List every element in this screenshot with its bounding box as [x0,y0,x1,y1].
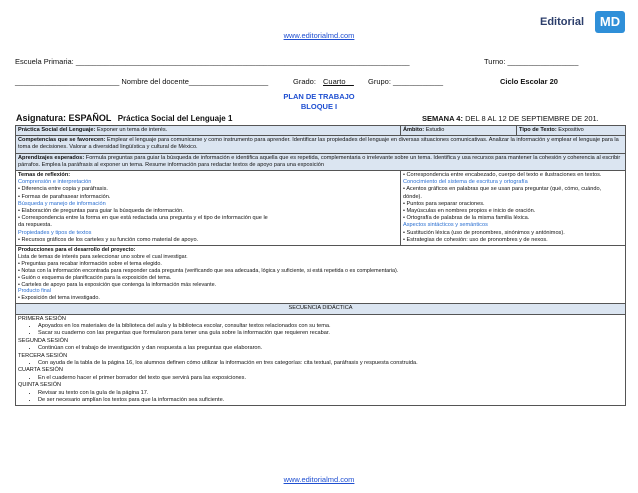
temas-item: • Puntos para separar oraciones. [403,200,485,207]
semana-value: DEL 8 AL 12 DE SEPTIEMBRE DE 201. [465,114,599,123]
top-url-link[interactable]: www.editorialmd.com [283,31,355,40]
bloque-title: BLOQUE I [300,102,338,111]
temas-item: • Elaboración de preguntas para guiar la búsqueda de información. [18,208,184,215]
temas-row [16,171,626,246]
temas-heading: Aspectos sintácticos y semánticos [403,222,488,229]
producciones-cell [16,246,626,304]
sesion-list [18,375,623,382]
sesion-title: CUARTA SESIÓN [18,367,63,374]
secuencia-title: SECUENCIA DIDÁCTICA [16,304,626,314]
sesion-item: • Sacar su cuaderno con las preguntas que formularon para tener una guía sobre la información que requieren recabar. [38,330,623,337]
temas-label: Temas de reflexión: [18,172,71,179]
producto-final-label: Producto final [18,288,51,295]
temas-heading: Comprensión e interpretación [18,179,92,186]
asignatura-heading [16,113,232,123]
grupo-field: Grupo: ____________ [368,77,444,86]
plan-table [15,125,626,406]
logo-mark: MD [595,11,625,33]
turno-field: Turno: _________________ [484,57,579,66]
temas-heading: Búsqueda y manejo de información [18,200,106,207]
produccion-item: Lista de temas de interés para seleccionar uno sobre el cual investigar. [18,253,188,260]
temas-heading: Propiedades y tipos de textos [18,229,92,236]
editorial-logo [540,10,630,36]
temas-item: • Diferencia entre copia y paráfrasis. [18,186,108,193]
temas-item: • Recursos gráficos de los carteles y su función como material de apoyo. [18,236,199,243]
produccion-item: • Carteles de apoyo para la exposición que contenga la información más relevante. [18,281,217,288]
secuencia-row [16,314,626,406]
temas-item: • Correspondencia entre encabezado, cuerpo del texto e ilustraciones en textos. [403,172,602,179]
temas-item: • Correspondencia entre la forma en que está redactada una pregunta y el tipo de información que le [18,215,268,222]
temas-item: • Acentos gráficos en palabras que se usan para preguntar (qué, cómo, cuándo, [403,186,602,193]
produccion-item: • Notas con la información encontrada para responder cada pregunta (verificando que sea adecuada, lógica y suficiente, si está repetida o es complementaria). [18,267,399,274]
temas-item: • Estrategias de cohesión: uso de pronombres y de nexos. [403,236,548,243]
semana-label: SEMANA 4: [422,114,463,123]
sesion-item: • Con ayuda de la tabla de la página 16, los alumnos definen cómo utilizar la información en tres categorías: cita textual, paráfrasis y respuesta construida. [38,360,623,367]
semana-heading [422,114,599,123]
producciones-label: Producciones para el desarrollo del proyecto: [18,247,136,254]
sesion-list [18,323,623,338]
sesion-list [18,360,623,367]
sesion-title: SEGUNDA SESIÓN [18,337,69,344]
sesion-item: • Revisar su texto con la guía de la página 17. [38,390,623,397]
produccion-item: • Guión o esquema de planificación para la exposición del tema. [18,274,172,281]
aprendizajes-row [16,153,626,170]
producciones-row [16,246,626,304]
temas-item: • Sustitución léxica (uso de pronombres, sinónimos y antónimos). [403,229,565,236]
sesion-title: TERCERA SESIÓN [18,352,68,359]
competencias-cell: Competencias que se favorecen: Emplear el lenguaje para comunicarse y como instrumento para aprender. Identificar las propiedades del lenguaje en diversas situaciones comunicativas. Analizar la información y emplear el lenguaje para la toma de decisiones. Valorar a diversidad lingüística y cultural de México. [16,136,626,153]
produccion-item: • Preguntas para recabar información sobre el tema elegido. [18,260,162,267]
aprendizajes-cell: Aprendizajes esperados: Formula preguntas para guiar la búsqueda de información e identifica aquella que es repetida, complementaria o irrelevante sobre un tema. Identifica y usa recursos para mantener la cohesión y coherencia al escribir párrafos. Emplea la paráfrasis al exponer un tema. Resume información para redactar textos de apoyo para una exposición [16,153,626,170]
plan-title: PLAN DE TRABAJO [283,92,355,101]
sesion-item: • En el cuaderno hacer el primer borrador del texto que servirá para las exposiciones. [38,375,623,382]
sesion-item: • De ser necesario amplían los textos para que la información sea suficiente. [38,397,623,404]
docente-field: _________________________ Nombre del docente___________________ [15,77,269,86]
sesion-list [18,345,623,352]
temas-item: dónde). [403,193,422,200]
temas-right-cell [401,171,626,246]
temas-item: • Formas de parafrasear información. [18,193,111,200]
practica-title: Práctica Social del Lenguaje 1 [117,114,233,123]
logo-word: Editorial [540,16,585,28]
ciclo-escolar: Ciclo Escolar 20 [500,77,558,86]
sesion-item: • Continúan con el trabajo de investigación y dan respuesta a las preguntas que elaboraron. [38,345,623,352]
escuela-field: Escuela Primaria: ________________________________________________________________________________ [15,57,410,66]
ambito-cell: Ámbito: Estudio [401,126,517,136]
secuencia-title-row [16,304,626,314]
sesion-item: • Apoyados en los materiales de la biblioteca del aula y la biblioteca escolar, consultar textos relacionados con su tema. [38,323,623,330]
practica-row [16,126,626,136]
asignatura-label: Asignatura: ESPAÑOL [16,113,112,123]
temas-item: • Mayúsculas en nombres propios e inicio de oración. [403,208,536,215]
competencias-row [16,136,626,153]
grado-label: Grado: [293,77,316,86]
temas-heading: Conocimiento del sistema de escritura y ortografía [403,179,528,186]
temas-item: • Ortografía de palabras de la misma familia léxica. [403,215,530,222]
tipo-texto-cell: Tipo de Texto: Expositivo [517,126,626,136]
sesion-list [18,390,623,405]
sesion-title: QUINTA SESIÓN [18,382,62,389]
practica-cell: Práctica Social del Lenguaje: Exponer un tema de interés. [16,126,401,136]
grado-value: Cuarto__ [323,77,354,86]
temas-left-cell [16,171,401,246]
temas-item: da respuesta. [18,222,52,229]
sesion-title: PRIMERA SESIÓN [18,315,66,322]
producto-final-item: • Exposición del tema investigado. [18,295,100,302]
bottom-url-link[interactable]: www.editorialmd.com [283,475,355,484]
secuencia-cell [16,314,626,406]
